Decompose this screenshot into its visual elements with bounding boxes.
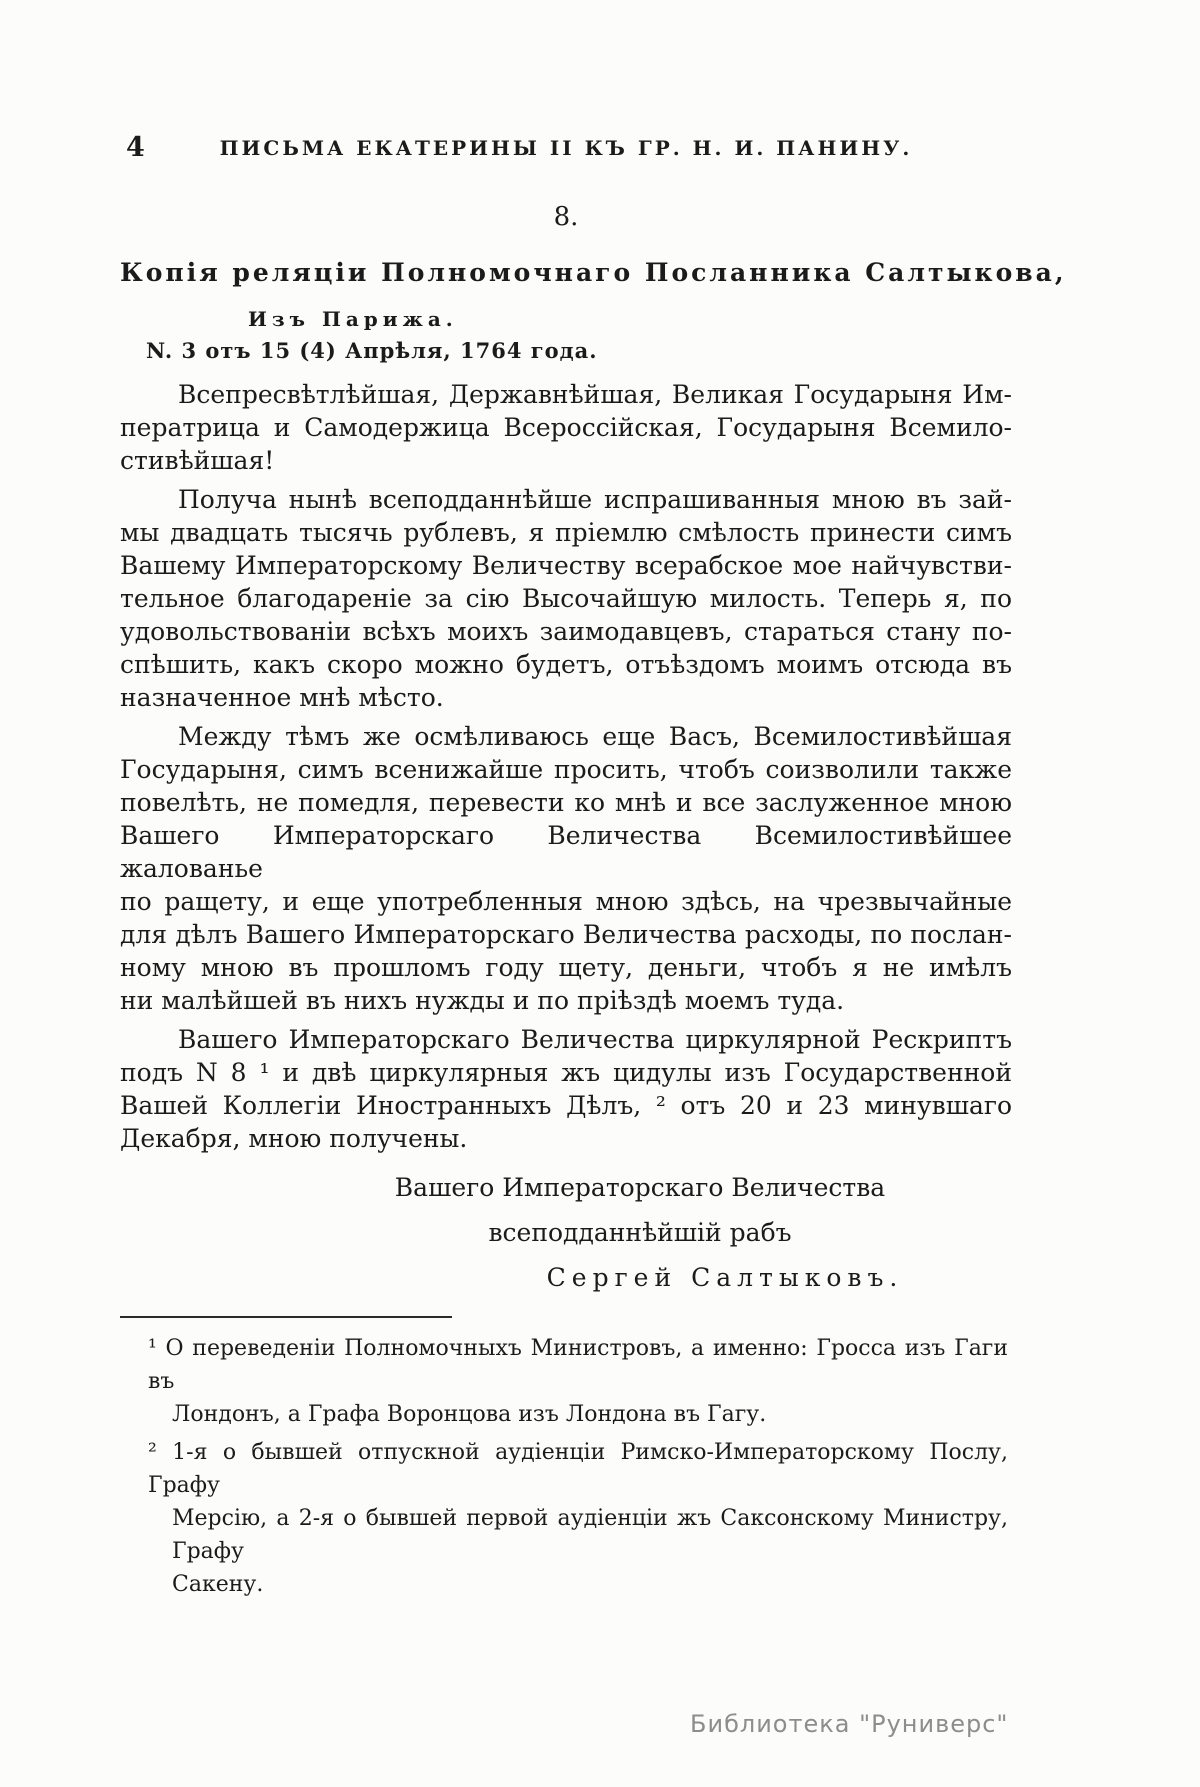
paragraph (120, 483, 1012, 714)
footnote-line: ¹ О переведеніи Полномочныхъ Министровъ, а именно: Гросса изъ Гаги въ (148, 1336, 1008, 1394)
body-line: Государыня, симъ всенижайше просить, чтобъ соизволили также (120, 755, 1012, 784)
body-line: Декабря, мною получены. (120, 1124, 468, 1153)
footnote-line: Лондонъ, а Графа Воронцова изъ Лондона въ Гагу. (172, 1402, 767, 1427)
letter-body (120, 378, 1012, 1155)
footnote-line: ² 1-я о бывшей отпускной аудіенціи Римско-Императорскому Послу, Графу (148, 1440, 1008, 1498)
body-line: Вашего Императорскаго Величества Всемилостивѣйшее жалованье (120, 821, 1012, 883)
footnote-line: Мерсію, а 2-я о бывшей первой аудіенціи жъ Саксонскому Министру, Графу (172, 1506, 1008, 1564)
body-line: Получа нынѣ всеподданнѣйше испрашиванныя мною въ зай- (178, 485, 1012, 514)
section-number: 8. (553, 202, 579, 232)
body-line: ператрица и Самодержица Всероссійская, Государыня Всемило- (120, 413, 1012, 442)
body-line: тельное благодареніе за сію Высочайшую милость. Теперь я, по (120, 584, 1012, 613)
body-line: подъ N 8 ¹ и двѣ циркулярныя жъ цидулы изъ Государственной (120, 1058, 1012, 1087)
page-number: 4 (126, 132, 145, 163)
body-line: Вашего Императорскаго Величества циркулярной Рескриптъ (178, 1025, 1012, 1054)
body-line: стивѣйшая! (120, 446, 275, 475)
body-line: ному мною въ прошломъ году щету, деньги, чтобъ я не имѣлъ (120, 953, 1012, 982)
signature-line: Вашего Императорскаго Величества (394, 1173, 886, 1202)
footnote-line: Сакену. (172, 1572, 264, 1597)
running-title: ПИСЬМА ЕКАТЕРИНЫ II КЪ ГР. Н. И. ПАНИНУ. (219, 136, 913, 160)
paragraph (120, 378, 1012, 477)
dateline: N. 3 отъ 15 (4) Апрѣля, 1764 года. (146, 338, 598, 363)
body-line: ни малѣйшей въ нихъ нужды и по пріѣздѣ моемъ туда. (120, 986, 845, 1015)
body-line: удовольствованіи всѣхъ моихъ заимодавцевъ, стараться стану по- (120, 617, 1012, 646)
body-line: назначенное мнѣ мѣсто. (120, 683, 444, 712)
page-content (120, 132, 1067, 1606)
paragraph (120, 1023, 1012, 1155)
body-line: Вашему Императорскому Величеству всерабское мое найчувстви- (120, 551, 1012, 580)
origin-line: Изъ Парижа. (248, 307, 458, 331)
body-line: по ращету, и еще употребленныя мною здѣсь, на чрезвычайные (120, 887, 1012, 916)
signature-name: Сергей Салтыковъ. (546, 1263, 904, 1292)
body-line: Между тѣмъ же осмѣливаюсь еще Васъ, Всемилостивѣйшая (178, 722, 1012, 751)
body-line: спѣшить, какъ скоро можно будетъ, отъѣздомъ моимъ отсюда въ (120, 650, 1012, 679)
body-line: для дѣлъ Вашего Императорскаго Величества расходы, по послан- (120, 920, 1012, 949)
signature-block (120, 1165, 1012, 1300)
footnote-divider (120, 1316, 452, 1318)
body-line: повелѣть, не помедля, перевести ко мнѣ и все заслуженное мною (120, 788, 1012, 817)
page-header (120, 132, 1012, 164)
library-watermark: Библиотека "Руниверс" (690, 1710, 1009, 1738)
signature-line: всеподданнѣйшій рабъ (488, 1218, 792, 1247)
body-line: Всепресвѣтлѣйшая, Державнѣйшая, Великая Государыня Им- (178, 380, 1012, 409)
footnote (148, 1436, 1008, 1601)
footnote (148, 1332, 1008, 1431)
body-line: мы двадцать тысячь рублевъ, я пріемлю смѣлость принести симъ (120, 518, 1012, 547)
body-line: Вашей Коллегіи Иностранныхъ Дѣлъ, ² отъ 20 и 23 минувшаго (120, 1091, 1012, 1120)
document-title: Копія реляціи Полномочнаго Посланника Салтыкова, (120, 258, 1067, 287)
footnotes (148, 1332, 1008, 1601)
paragraph (120, 720, 1012, 1017)
